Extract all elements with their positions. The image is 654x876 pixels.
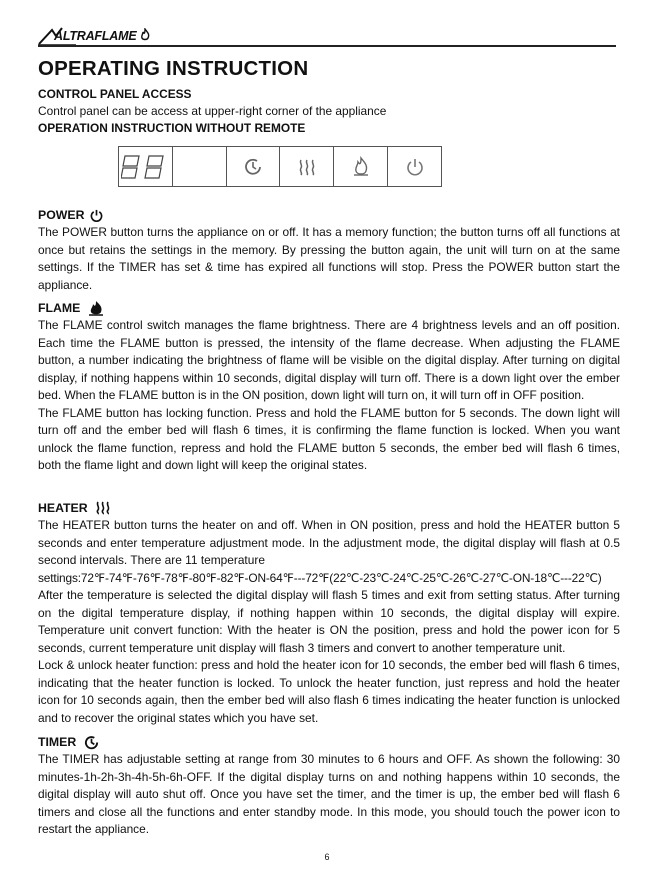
brand-name: ALTRAFLAME <box>54 29 137 43</box>
power-text: The POWER button turns the appliance on or off. It has a memory function; the button turns off all functions at once but retains the settings in the memory. By pressing the button again, the unit will turn on at the same settings. If the TIMER has set & time has expired all functions will stop. Press the POWER button start the appliance. <box>38 225 620 292</box>
blank-panel-cell <box>173 147 227 186</box>
brand-logo <box>38 26 158 46</box>
heater-heading <box>38 499 620 517</box>
power-icon <box>405 157 425 177</box>
heater-icon <box>96 501 110 515</box>
flame-text-2: The FLAME button has locking function. Press and hold the FLAME button for 5 seconds. The down light will turn off and the ember bed will flash 6 times, it is confirming the flame function is locked. When you want unlock the flame function, repress and hold the FLAME button 5 seconds, the ember bed will flash 6 times, both the flame light and down light will keep the original states. <box>38 405 620 472</box>
timer-heading-label: TIMER <box>38 735 77 749</box>
header-rule <box>38 45 616 47</box>
heater-section <box>38 499 620 727</box>
flame-text-1: The FLAME control switch manages the flame brightness. There are 4 brightness levels and an off position. Each time the FLAME button is pressed, the intensity of the flame decrease. When adjusting the FLAME button, a number indicating the brightness of flame will be visible on the digital display. After turning on digital display, if nothing happens within 10 seconds, digital display will turn off. There is a down light over the ember bed. When the FLAME button is in the ON position, down light will turn on, it will turn off in OFF position. <box>38 318 620 402</box>
heater-text-4: Lock & unlock heater function: press and hold the heater icon for 10 seconds, the ember bed will flash 6 times, indicating that the heater function is locked. To unlock the heater function, just repress and hold the heater icon for 10 seconds again, then the ember bed will also flash 6 times indicating the heater function is unlocked and to recover the original states which you have set. <box>38 658 620 725</box>
flame-section <box>38 299 620 475</box>
timer-section <box>38 733 620 839</box>
control-panel-access-text: Control panel can be access at upper-right corner of the appliance <box>38 104 387 118</box>
heater-temperature-settings: settings:72℉-74℉-76℉-78℉-80℉-82℉-ON-64℉---72℉(22℃-23℃-24℃-25℃-26℃-27℃-ON-18℃---22℃) <box>38 570 602 585</box>
timer-text: The TIMER has adjustable setting at range from 30 minutes to 6 hours and OFF. As shown the following: 30 minutes-1h-2h-3h-4h-5h-6h-OFF. If the digital display turns on and nothing happens within 10 seconds, the digital display will auto shut off. Once you have set the timer, and the timer is up, the ember bed will flash 6 timers and close all the functions and enter standby mode. In this mode, you should touch the power icon to restart the appliance. <box>38 752 620 836</box>
power-icon <box>90 209 103 222</box>
timer-button[interactable] <box>227 147 281 186</box>
heater-heading-label: HEATER <box>38 501 88 515</box>
control-panel-diagram <box>118 146 442 187</box>
control-panel-access-heading: CONTROL PANEL ACCESS <box>38 87 192 101</box>
power-heading <box>38 206 620 224</box>
flame-heading <box>38 299 620 317</box>
power-section <box>38 206 620 294</box>
heater-icon <box>297 157 317 177</box>
heater-text-1: The HEATER button turns the heater on and off. When in ON position, press and hold the HEATER button 5 seconds and enter temperature adjustment mode. In the adjustment mode, the digital display will flash at 0.5 second intervals. There are 11 temperature <box>38 518 620 567</box>
timer-heading <box>38 733 620 751</box>
heater-text-3: After the temperature is selected the digital display will flash 5 times and exit from setting status. After turning on the digital temperature display, if nothing happen within 10 seconds, the digital display will expire. Temperature unit convert function: With the heater is ON the position, press and hold the power icon for 5 seconds, current temperature unit display will flash 3 timers and convert to another temperature unit. <box>38 588 620 655</box>
timer-icon <box>243 157 263 177</box>
flame-icon <box>351 156 371 178</box>
flame-button[interactable] <box>334 147 388 186</box>
heater-button[interactable] <box>280 147 334 186</box>
page-title: OPERATING INSTRUCTION <box>38 57 309 80</box>
operation-without-remote-heading: OPERATION INSTRUCTION WITHOUT REMOTE <box>38 121 306 135</box>
page-number: 6 <box>324 852 330 862</box>
power-button[interactable] <box>388 147 441 186</box>
flame-heading-label: FLAME <box>38 301 81 315</box>
timer-icon <box>84 735 99 750</box>
power-heading-label: POWER <box>38 208 85 222</box>
logo-flame-icon <box>138 28 152 42</box>
seven-segment-display-icon <box>121 154 169 180</box>
flame-icon <box>88 301 104 316</box>
digital-display <box>119 147 173 186</box>
